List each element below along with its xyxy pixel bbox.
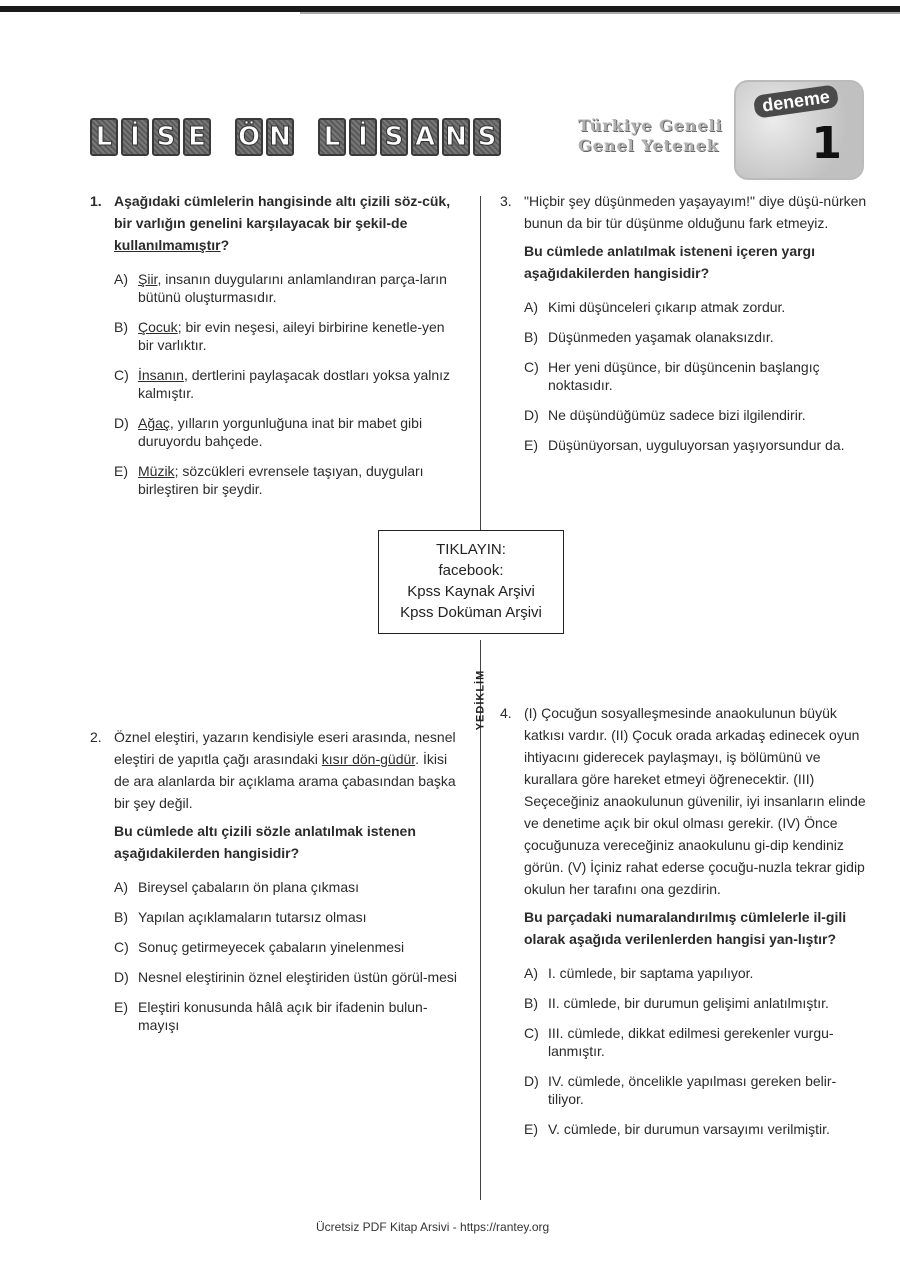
option-d[interactable]	[524, 406, 870, 424]
option-key: E)	[524, 437, 538, 453]
question-number: 2.	[90, 729, 102, 745]
deneme-badge	[734, 80, 864, 180]
option-c[interactable]	[524, 1024, 870, 1060]
promo-line-1: TIKLAYIN:	[436, 541, 506, 558]
option-b[interactable]	[524, 328, 870, 346]
option-a[interactable]	[114, 878, 460, 896]
brand-letter: S	[380, 118, 408, 156]
stem-underlined: kullanılmamıştır	[114, 237, 221, 253]
option-text: Düşünüyorsan, uyguluyorsan yaşıyorsundur da.	[548, 437, 845, 453]
brand-letter: S	[152, 118, 180, 156]
question-3	[500, 190, 870, 466]
option-d[interactable]	[114, 414, 460, 450]
brand-letter: Ö	[235, 118, 263, 156]
option-text: ; sözcükleri evrensele taşıyan, duyguları birleştiren bir şeydir.	[138, 463, 424, 497]
brand-word	[90, 118, 211, 156]
stem-text-end: ?	[220, 237, 230, 253]
option-key: C)	[114, 939, 129, 955]
option-text: Yapılan açıklamaların tutarsız olması	[138, 909, 367, 925]
option-b[interactable]	[114, 908, 460, 926]
option-key: B)	[114, 909, 128, 925]
option-e[interactable]	[524, 1120, 870, 1138]
option-key: D)	[524, 1073, 539, 1089]
option-key: C)	[524, 359, 539, 375]
stem-text-end: . İkisi de ara alanlarda bir açıklama arama çabasından başka bir şey değil.	[114, 751, 456, 811]
badge-label: deneme	[753, 84, 839, 118]
top-border-shadow	[300, 12, 900, 14]
option-list	[500, 298, 870, 454]
option-text: Ne düşündüğümüz sadece bizi ilgilendirir.	[548, 407, 806, 423]
option-text: Düşünmeden yaşamak olanaksızdır.	[548, 329, 774, 345]
option-key: B)	[114, 319, 128, 335]
option-key: A)	[524, 299, 538, 315]
option-key: D)	[114, 415, 129, 431]
option-e[interactable]	[114, 998, 460, 1034]
question-stem	[114, 726, 460, 814]
option-d[interactable]	[524, 1072, 870, 1108]
option-text: Eleştiri konusunda hâlâ açık bir ifadenin bulun-mayışı	[138, 999, 428, 1033]
question-stem: (I) Çocuğun sosyalleşmesinde anaokulunun büyük katkısı vardır. (II) Çocuk orada arkadaş edinecek oyun ihtiyacını giderecek paylaşmayı, iş bölümünü ve kurallara göre hareket etmeyi öğrenecektir. (III) Seçeceğiniz anaokulunun güvenilir, iyi insanların elinde ve denetime açık bir okul olması gerekir. (IV) Önce çocuğunuza vereceğiniz anaokulunu gi-dip kendiniz görün. (V) İçiniz rahat ederse çocuğu-nuzla tekrar gidip okulun her tarafını ona gezdirin.	[524, 705, 866, 897]
option-key: E)	[114, 463, 128, 479]
option-c[interactable]	[524, 358, 870, 394]
option-key: E)	[524, 1121, 538, 1137]
option-text: V. cümlede, bir durumun varsayımı verilmiştir.	[548, 1121, 830, 1137]
question-number: 4.	[500, 705, 512, 721]
column-divider-top	[480, 196, 481, 531]
option-text: ; bir evin neşesi, aileyi birbirine kenetle-yen bir varlıktır.	[138, 319, 445, 353]
question-prompt: Bu parçadaki numaralandırılmış cümlelerle il-gili olarak aşağıda verilenlerden hangisi yan-lıştır?	[524, 909, 847, 947]
publisher-text: YEDİKLİM	[474, 669, 486, 731]
option-text: , yılların yorgunluğuna inat bir mabet gibi duruyordu bahçede.	[138, 415, 423, 449]
question-number: 3.	[500, 193, 512, 209]
option-key: C)	[524, 1025, 539, 1041]
option-text: , dertlerini paylaşacak dostları yoksa yalnız kalmıştır.	[138, 367, 451, 401]
publisher-mark	[468, 660, 492, 740]
brand-letter: N	[266, 118, 294, 156]
option-e[interactable]	[114, 462, 460, 498]
footer-link[interactable]: Ücretsiz PDF Kitap Arsivi - https://rantey.org	[316, 1220, 550, 1234]
option-text: III. cümlede, dikkat edilmesi gerekenler vurgu-lanmıştır.	[548, 1025, 834, 1059]
brand-letter: N	[442, 118, 470, 156]
brand-letter: L	[90, 118, 118, 156]
stem-text: Öznel eleştiri, yazarın kendisiyle eseri arasında, nesnel eleştiri de yapıtla çağı arasındaki	[114, 729, 456, 767]
option-d[interactable]	[114, 968, 460, 986]
option-text: Nesnel eleştirinin öznel eleştiriden üstün görül-mesi	[138, 969, 458, 985]
brand-letter: İ	[121, 118, 149, 156]
brand-letter: S	[473, 118, 501, 156]
option-text: Her yeni düşünce, bir düşüncenin başlangıç noktasıdır.	[548, 359, 820, 393]
question-4	[500, 702, 870, 1150]
option-key: B)	[524, 329, 538, 345]
option-key: A)	[524, 965, 538, 981]
option-e[interactable]	[524, 436, 870, 454]
option-b[interactable]	[114, 318, 460, 354]
option-key: A)	[114, 271, 128, 287]
option-underlined: İnsanın	[138, 367, 184, 383]
question-stem	[114, 190, 460, 256]
question-prompt: Bu cümlede altı çizili sözle anlatılmak istenen aşağıdakilerden hangisidir?	[114, 823, 416, 861]
option-underlined: Çocuk	[138, 319, 178, 335]
option-list	[500, 964, 870, 1138]
option-key: B)	[524, 995, 538, 1011]
brand-letter: İ	[349, 118, 377, 156]
question-number: 1.	[90, 193, 102, 209]
option-key: C)	[114, 367, 129, 383]
option-text: Sonuç getirmeyecek çabaların yinelenmesi	[138, 939, 405, 955]
option-text: II. cümlede, bir durumun gelişimi anlatılmıştır.	[548, 995, 829, 1011]
option-a[interactable]	[114, 270, 460, 306]
question-prompt: Bu cümlede anlatılmak isteneni içeren yargı aşağıdakilerden hangisidir?	[524, 243, 815, 281]
question-1	[90, 190, 460, 510]
option-underlined: Müzik	[138, 463, 175, 479]
question-2	[90, 726, 460, 1046]
subtitle-line-1: Türkiye Geneli	[578, 116, 723, 135]
option-text: IV. cümlede, öncelikle yapılması gereken belir-tiliyor.	[548, 1073, 837, 1107]
brand-word	[235, 118, 294, 156]
promo-line-3: Kpss Kaynak Arşivi	[407, 583, 535, 600]
question-stem: "Hiçbir şey düşünmeden yaşayayım!" diye düşü-nürken bunun da bir tür düşünme olduğunu fark etmeyiz.	[524, 193, 867, 231]
option-a[interactable]	[524, 298, 870, 316]
brand-word	[318, 118, 501, 156]
option-text: I. cümlede, bir saptama yapılıyor.	[548, 965, 754, 981]
option-key: E)	[114, 999, 128, 1015]
option-list	[90, 878, 460, 1034]
brand-letter: L	[318, 118, 346, 156]
stem-underlined: kısır dön-güdür	[321, 751, 416, 767]
exam-subtitle	[578, 116, 723, 156]
option-a[interactable]	[524, 964, 870, 982]
badge-number: 1	[811, 118, 842, 169]
subtitle-line-2: Genel Yetenek	[578, 136, 719, 155]
option-text: , insanın duygularını anlamlandıran parça-ların bütünü oluşturmasıdır.	[138, 271, 447, 305]
option-underlined: Ağaç	[138, 415, 170, 431]
option-text: Kimi düşünceleri çıkarıp atmak zordur.	[548, 299, 786, 315]
option-text: Bireysel çabaların ön plana çıkması	[138, 879, 359, 895]
brand-letter: E	[183, 118, 211, 156]
option-underlined: Şiir	[138, 271, 158, 287]
promo-line-4: Kpss Doküman Arşivi	[400, 604, 542, 621]
option-key: D)	[114, 969, 129, 985]
brand-letter: A	[411, 118, 439, 156]
option-list	[90, 270, 460, 498]
brand-logo	[90, 118, 501, 156]
promo-box[interactable]	[378, 530, 564, 634]
option-c[interactable]	[114, 366, 460, 402]
promo-line-2: facebook:	[438, 562, 504, 579]
option-key: A)	[114, 879, 128, 895]
stem-text: Aşağıdaki cümlelerin hangisinde altı çizili söz-cük, bir varlığın genelini karşılayacak bir şekil-de	[114, 193, 451, 231]
option-key: D)	[524, 407, 539, 423]
option-c[interactable]	[114, 938, 460, 956]
option-b[interactable]	[524, 994, 870, 1012]
